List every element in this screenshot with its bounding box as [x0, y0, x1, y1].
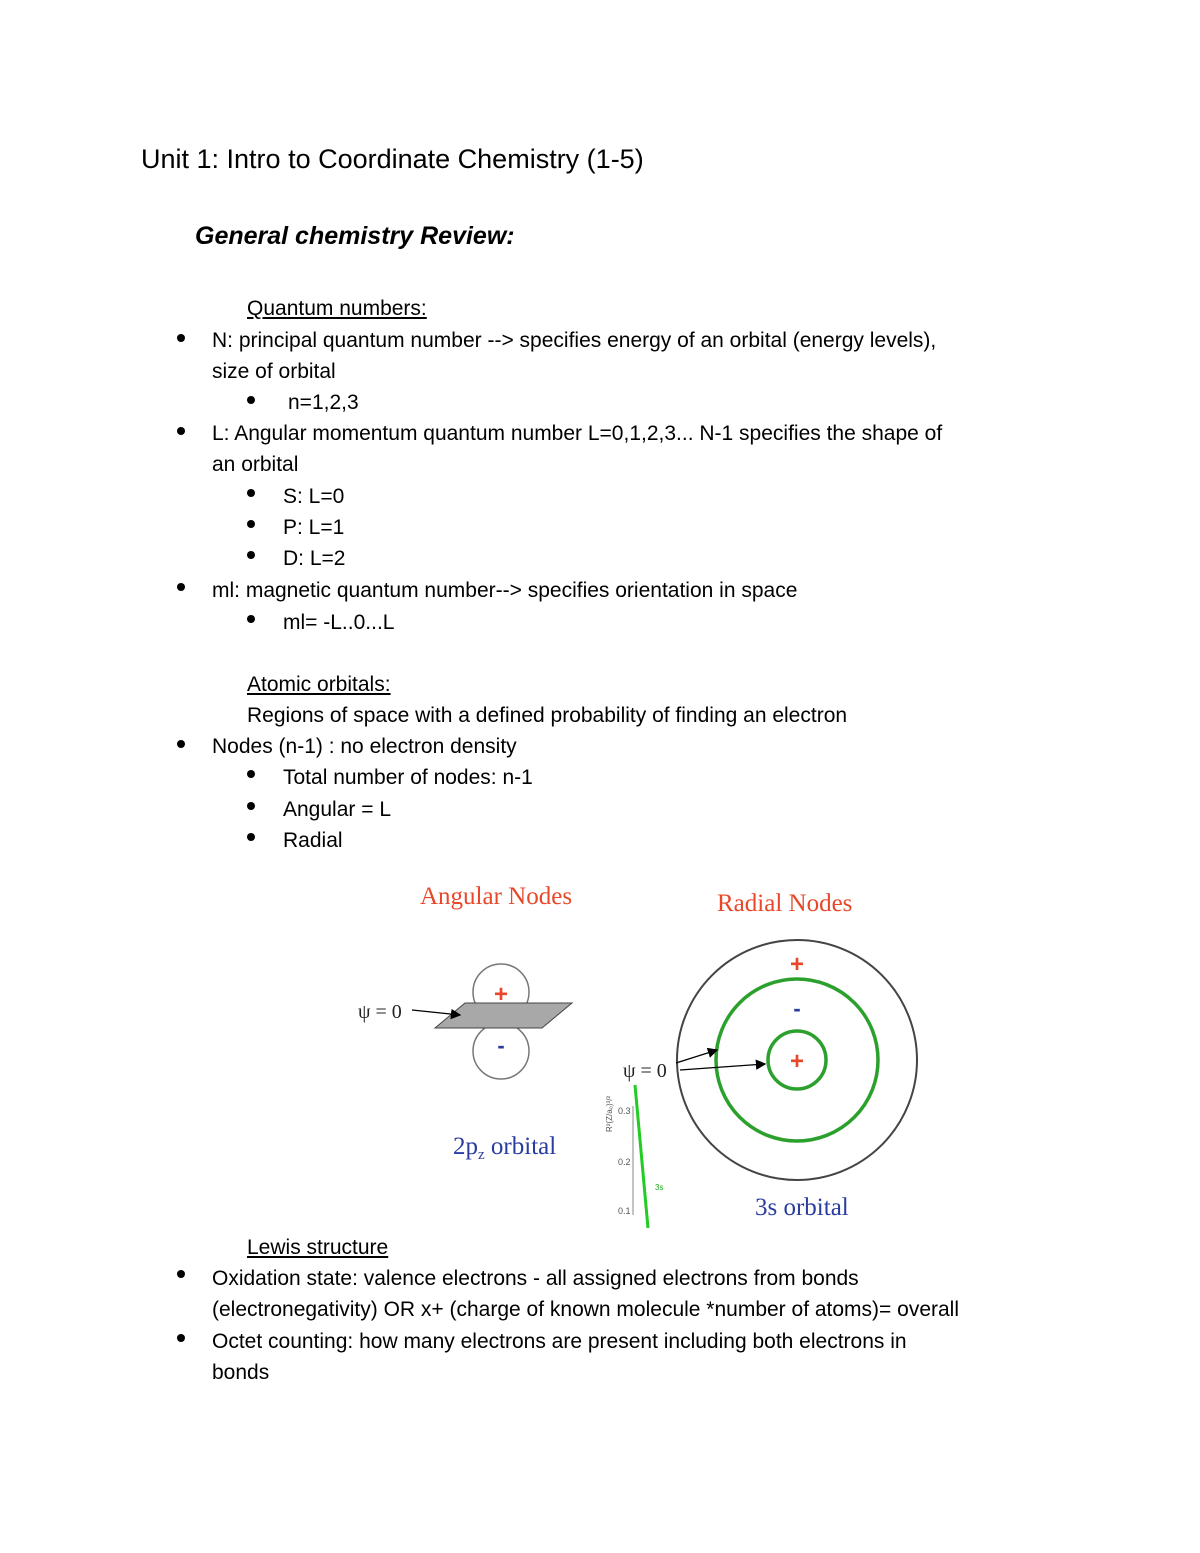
psi-arrow [676, 1050, 717, 1063]
bullet [177, 427, 185, 435]
minus-sign: - [793, 996, 801, 1021]
n-values: n=1,2,3 [288, 391, 359, 414]
plus-sign: + [789, 1048, 805, 1075]
angular-nodes: Angular = L [283, 798, 391, 821]
oxidation-line1: Oxidation state: valence electrons - all assigned electrons from bonds [212, 1267, 859, 1290]
bullet [177, 740, 185, 748]
sub-bullet [247, 615, 255, 623]
psi-arrow [412, 1010, 460, 1015]
sub-bullet [247, 396, 255, 404]
bullet [177, 334, 185, 342]
n-description-line2: size of orbital [212, 360, 336, 383]
radial-nodes: Radial [283, 829, 343, 852]
axis-label: R²(Z/a₀)³/² [605, 1095, 614, 1132]
tick-label: 0.3 [618, 1106, 631, 1116]
curve-label: 3s [655, 1183, 664, 1192]
orbital-3s-label: 3s orbital [755, 1194, 849, 1221]
l-description-line2: an orbital [212, 453, 299, 476]
total-nodes: Total number of nodes: n-1 [283, 766, 533, 789]
l-s-value: S: L=0 [283, 485, 345, 508]
atomic-heading: Atomic orbitals: [247, 673, 391, 696]
oxidation-line2: (electronegativity) OR x+ (charge of known molecule *number of atoms)= overall [212, 1298, 959, 1321]
quantum-heading: Quantum numbers: [247, 297, 427, 320]
sub-bullet [247, 833, 255, 841]
minus-sign: - [497, 1033, 505, 1058]
nodes-description: Nodes (n-1) : no electron density [212, 735, 517, 758]
l-p-value: P: L=1 [283, 516, 345, 539]
orbital-nodes-figure [330, 870, 950, 1240]
sub-bullet [247, 520, 255, 528]
psi-arrow [680, 1064, 765, 1070]
ml-description: ml: magnetic quantum number--> specifies orientation in space [212, 579, 798, 602]
l-d-value: D: L=2 [283, 547, 346, 570]
n-description-line1: N: principal quantum number --> specifies energy of an orbital (energy levels), [212, 329, 937, 352]
section-subtitle: General chemistry Review: [195, 222, 515, 250]
sub-bullet [247, 802, 255, 810]
tick-label: 0.1 [618, 1206, 631, 1216]
sub-bullet [247, 770, 255, 778]
lewis-heading: Lewis structure [247, 1236, 389, 1259]
octet-line1: Octet counting: how many electrons are present including both electrons in [212, 1330, 907, 1353]
angular-nodes-title: Angular Nodes [420, 883, 573, 910]
bullet [177, 1334, 185, 1342]
ml-values: ml= -L..0...L [283, 611, 395, 634]
octet-line2: bonds [212, 1361, 270, 1384]
tick-label: 0.2 [618, 1157, 631, 1167]
sub-bullet [247, 551, 255, 559]
plus-sign: + [493, 981, 509, 1008]
l-description-line1: L: Angular momentum quantum number L=0,1,2,3... N-1 specifies the shape of [212, 422, 943, 445]
sub-bullet [247, 489, 255, 497]
psi-zero-label: ψ = 0 [358, 1001, 402, 1023]
radial-nodes-title: Radial Nodes [717, 890, 853, 917]
plus-sign: + [789, 951, 805, 978]
psi-zero-label: ψ = 0 [623, 1060, 667, 1082]
bullet [177, 1270, 185, 1278]
bullet [177, 583, 185, 591]
page-title: Unit 1: Intro to Coordinate Chemistry (1-5) [141, 144, 644, 174]
orbital-2pz-label: $2p_z$ orbital [453, 1133, 557, 1163]
plot-curve [635, 1085, 648, 1228]
atomic-definition: Regions of space with a defined probability of finding an electron [247, 704, 848, 727]
